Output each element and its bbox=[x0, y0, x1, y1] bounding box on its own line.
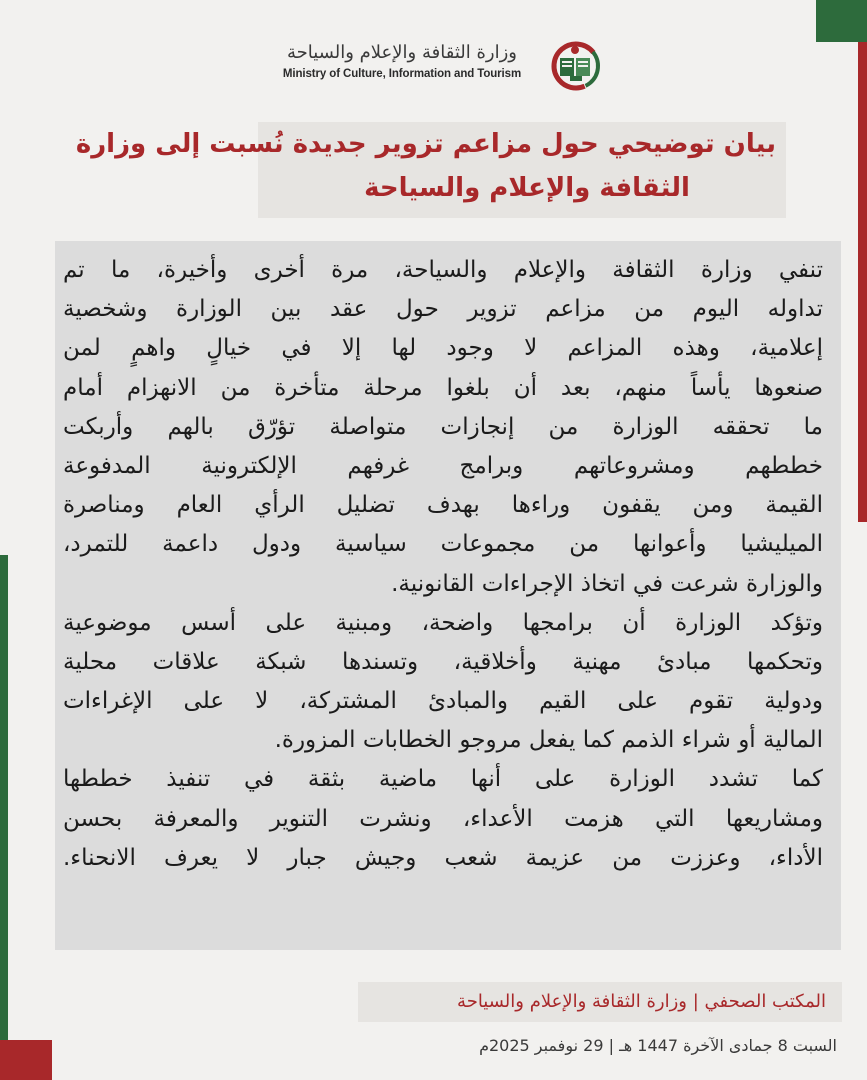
body-line: خططهم ومشروعاتهم وبرامج غرفهم الإلكترونية المدفوعة bbox=[63, 452, 823, 479]
decorative-green-bar-top-right bbox=[816, 0, 867, 42]
decorative-green-bar-left bbox=[0, 555, 8, 1040]
body-line: المالية أو شراء الذمم كما يفعل مروجو الخطابات المزورة. bbox=[274, 727, 823, 754]
ministry-name-arabic: وزارة الثقافة والإعلام والسياحة bbox=[287, 42, 517, 63]
body-line: صنعوها يأساً منهم، بعد أن بلغوا مرحلة متأخرة من الانهزام أمام bbox=[63, 374, 823, 401]
ministry-emblem-icon bbox=[546, 40, 606, 92]
paragraph-3 bbox=[63, 760, 823, 878]
decorative-red-bar-right bbox=[858, 42, 867, 522]
paragraph-2 bbox=[63, 604, 823, 761]
body-line: تداوله اليوم من مزاعم تزوير حول عقد بين الوزارة وشخصية bbox=[63, 296, 823, 323]
body-line: ودولية تقوم على القيم والمبادئ المشتركة، لا على الإغراءات bbox=[63, 688, 823, 715]
ministry-logo bbox=[262, 40, 608, 92]
body-line: كما تشدد الوزارة على أنها ماضية بثقة في تنفيذ خططها bbox=[63, 766, 823, 793]
body-line: وتؤكد الوزارة أن برامجها واضحة، ومبنية على أسس موضوعية bbox=[63, 609, 823, 636]
logo-text bbox=[262, 40, 542, 80]
ministry-name-english: Ministry of Culture, Information and Tourism bbox=[282, 68, 522, 80]
body-line: ومشاريعها التي هزمت الأعداء، ونشرت التنوير والمعرفة بحسن bbox=[63, 805, 823, 832]
statement-body bbox=[55, 241, 841, 950]
body-line: الميليشيا وأعوانها من مجموعات سياسية ودول داعمة للتمرد، bbox=[63, 531, 823, 558]
body-line: وتحكمها مبادئ مهنية وأخلاقية، وتسندها شبكة علاقات محلية bbox=[63, 648, 823, 675]
press-office-signature: المكتب الصحفي | وزارة الثقافة والإعلام والسياحة bbox=[358, 982, 842, 1022]
body-line: القيمة ومن يقفون وراءها بهدف تضليل الرأي العام ومناصرة bbox=[63, 492, 823, 519]
body-line: الأداء، وعززت من عزيمة شعب وجيش جبار لا يعرف الانحناء. bbox=[63, 844, 823, 871]
title-line-2: الثقافة والإعلام والسياحة bbox=[364, 173, 690, 203]
paragraph-1 bbox=[63, 251, 823, 604]
title-line-1: بيان توضيحي حول مزاعم تزوير جديدة نُسبت إلى وزارة bbox=[75, 129, 776, 159]
body-line: تنفي وزارة الثقافة والإعلام والسياحة، مرة أخرى وأخيرة، ما تم bbox=[63, 257, 823, 283]
statement-date: السبت 8 جمادى الآخرة 1447 هـ | 29 نوفمبر 2025م bbox=[479, 1036, 837, 1055]
body-line: إعلامية، وهذه المزاعم لا وجود لها إلا في خيالٍ واهمٍ لمن bbox=[63, 335, 823, 362]
body-line: والوزارة شرعت في اتخاذ الإجراءات القانونية. bbox=[391, 570, 823, 597]
decorative-red-bar-bottom-left bbox=[0, 1040, 52, 1080]
statement-title bbox=[75, 122, 786, 218]
body-line: ما تحققه الوزارة من إنجازات متواصلة تؤرّق بالهم وأربكت bbox=[63, 413, 823, 440]
